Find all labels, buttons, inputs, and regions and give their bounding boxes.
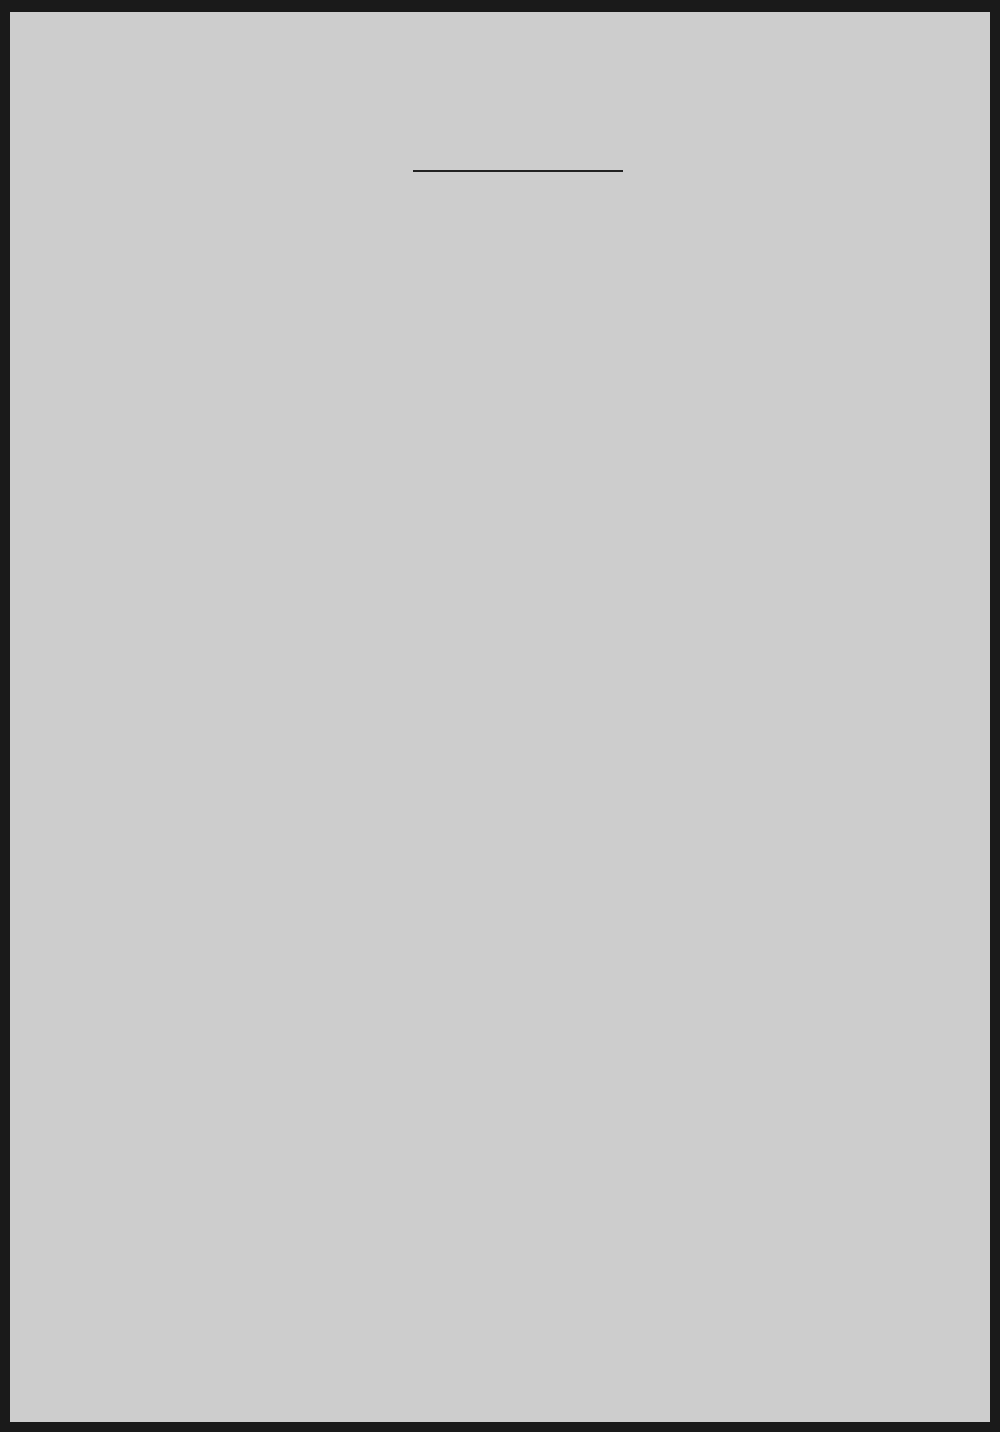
running-head [65, 62, 970, 90]
page-content [65, 62, 970, 260]
book-page [10, 12, 990, 1422]
section-divider [413, 170, 623, 172]
